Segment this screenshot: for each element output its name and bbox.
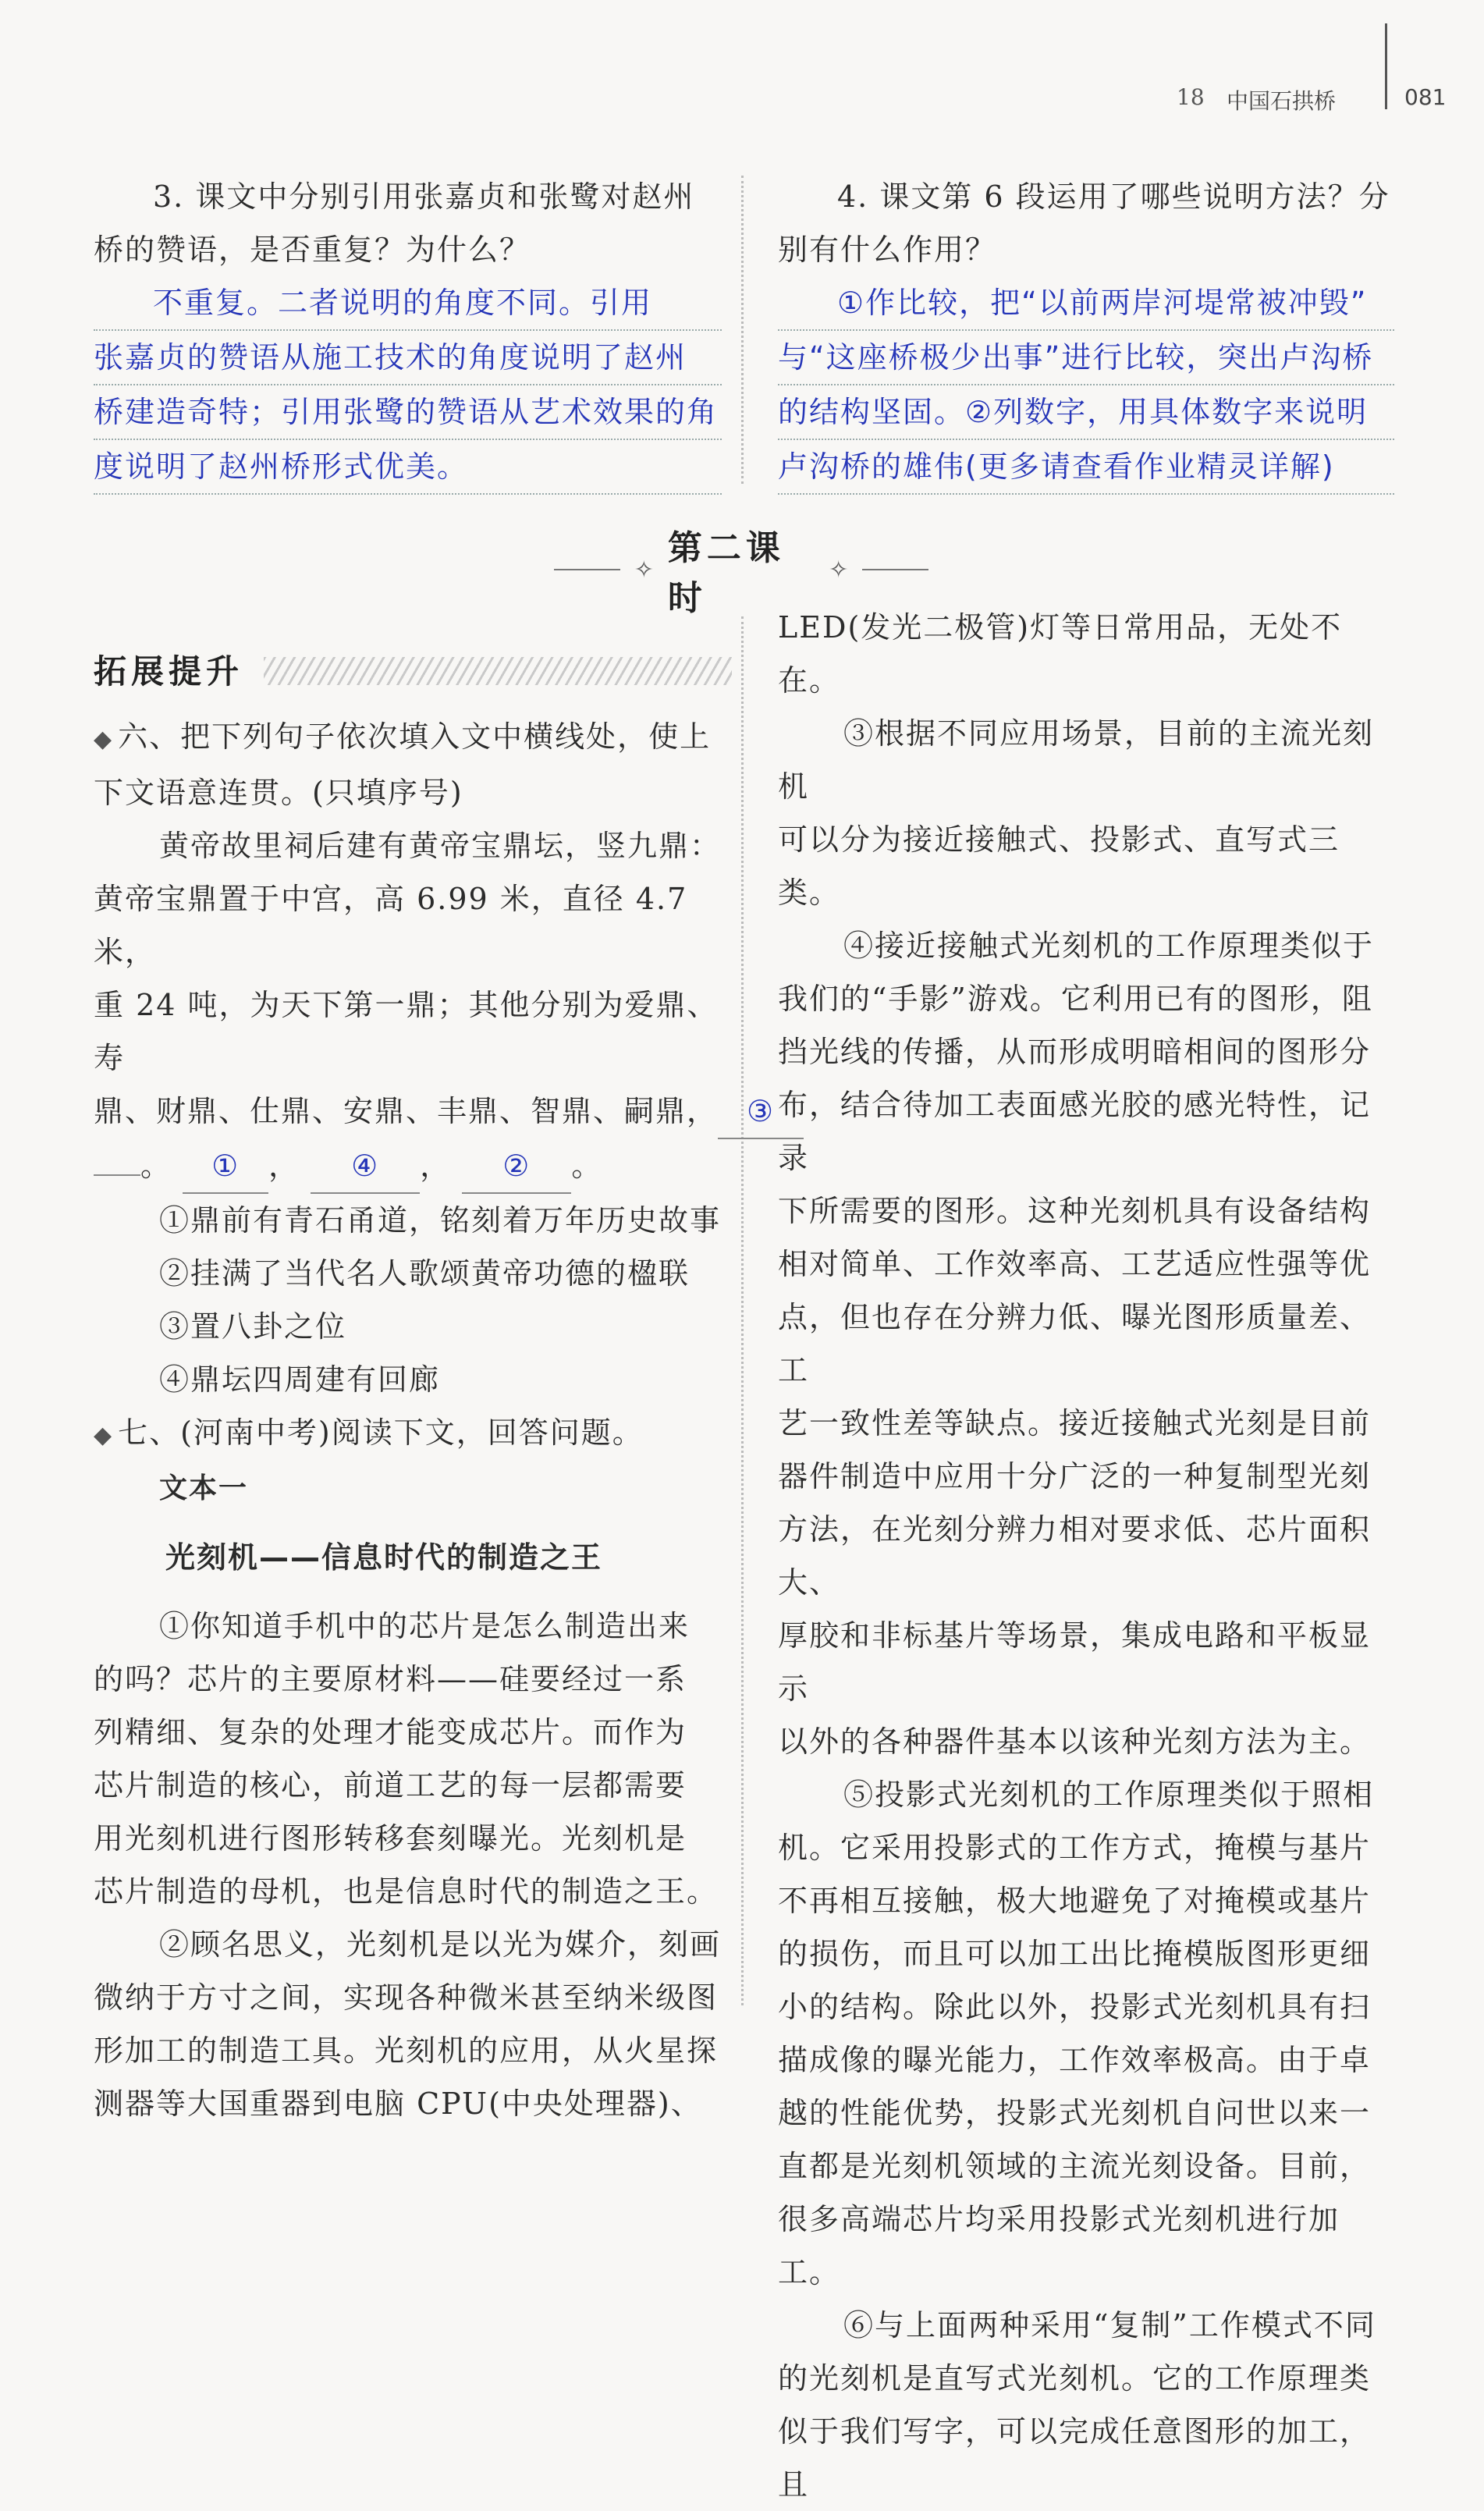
article-line: 很多高端芯片均采用投影式光刻机进行加工。 (778, 2202, 1340, 2289)
lesson-number: 18 (1177, 84, 1205, 110)
blank-2: ① (183, 1139, 268, 1194)
article-line: 我们的“手影”游戏。它利用已有的图形，阻 (778, 982, 1373, 1016)
passage-line: 重 24 吨，为天下第一鼎；其他分别为爱鼎、寿 (94, 988, 719, 1075)
article-line: 的吗？芯片的主要原材料——硅要经过一系 (94, 1662, 687, 1696)
q3-line-1: 3. 课文中分别引用张嘉贞和张鹭对赵州 (153, 179, 695, 214)
article-line: 测器等大国重器到电脑 CPU(中央处理器)、 (94, 2087, 702, 2121)
blank-1-continued (94, 1174, 140, 1176)
blank-3: ④ (311, 1139, 420, 1194)
column-divider-main (741, 616, 744, 2005)
article-line: 厚胶和非标基片等场景，集成电路和平板显示 (778, 1618, 1372, 1706)
article-line: 艺一致性差等缺点。接近接触式光刻是目前 (778, 1406, 1372, 1440)
q3-line-2: 桥的赞语，是否重复？为什么？ (94, 233, 531, 267)
article-line: 芯片制造的核心，前道工艺的每一层都需要 (94, 1768, 687, 1802)
passage-line-with-blank (94, 1085, 776, 1139)
article-line: 布，结合待加工表面感光胶的感光特性，记录 (778, 1088, 1372, 1175)
article-line: 描成像的曝光能力，工作效率极高。由于卓 (778, 2043, 1372, 2077)
q3-answer-line: 张嘉贞的赞语从施工技术的角度说明了赵州 (94, 331, 722, 385)
article-line: 微纳于方寸之间，实现各种微米甚至纳米级图 (94, 1980, 719, 2015)
diamond-bullet-icon: ◆ (94, 1422, 114, 1449)
article-line: ②顾名思义，光刻机是以光为媒介，刻画 (159, 1927, 722, 1962)
article-line: 器件制造中应用十分广泛的一种复制型光刻 (778, 1459, 1372, 1493)
option-3: ③置八卦之位 (159, 1309, 347, 1344)
article-line: 似于我们写字，可以完成任意图形的加工，且 (778, 2414, 1372, 2502)
article-line: 以外的各种器件基本以该种光刻方法为主。 (778, 1724, 1372, 1759)
page-number: 081 (1404, 84, 1447, 110)
section-heading (554, 528, 928, 618)
article-line: 点，但也存在分辨力低、曝光图形质量差、工 (778, 1300, 1372, 1387)
q4-line-1: 4. 课文第 6 段运用了哪些说明方法？分 (837, 179, 1390, 214)
left-column (94, 710, 776, 2130)
blank-1: ③ (718, 1085, 804, 1139)
question-3 (94, 170, 722, 495)
ornament-line-left (554, 569, 620, 570)
article-line: ③根据不同应用场景，目前的主流光刻机 (778, 716, 1375, 804)
article-line: 可以分为接近接触式、投影式、直写式三类。 (778, 822, 1340, 910)
q4-answer (778, 276, 1394, 495)
q7-line: ◆ 七、(河南中考)阅读下文，回答问题。 (94, 1415, 644, 1450)
article-line: 直都是光刻机领域的主流光刻设备。目前， (778, 2149, 1372, 2183)
article-line: ④接近接触式光刻机的工作原理类似于 (843, 929, 1375, 963)
article-line: 的损伤，而且可以加工出比掩模版图形更细 (778, 1937, 1372, 1971)
text-label: 文本一 (159, 1472, 249, 1504)
article-line: 用光刻机进行图形转移套刻曝光。光刻机是 (94, 1821, 687, 1856)
option-1: ①鼎前有青石甬道，铭刻着万年历史故事 (159, 1203, 722, 1238)
option-2: ②挂满了当代名人歌颂黄帝功德的楹联 (159, 1256, 691, 1291)
article-line: 形加工的制造工具。光刻机的应用，从火星探 (94, 2033, 719, 2068)
right-column (778, 601, 1394, 2511)
q6-line-1: ◆ 六、把下列句子依次填入文中横线处，使上 (94, 719, 712, 754)
q3-answer-line: 不重复。二者说明的角度不同。引用 (94, 276, 722, 331)
article-line: 下所需要的图形。这种光刻机具有设备结构 (778, 1194, 1372, 1228)
q3-answer-line: 度说明了赵州桥形式优美。 (94, 440, 722, 495)
ornament-line-right (862, 569, 928, 570)
q6-line-2: 下文语意连贯。(只填序号) (94, 776, 463, 810)
blank-4: ② (462, 1139, 571, 1194)
q4-answer-line: 卢沟桥的雄伟(更多请查看作业精灵详解) (778, 440, 1394, 495)
lesson-title: 中国石拱桥 (1227, 88, 1337, 114)
article-line: ①你知道手机中的芯片是怎么制造出来 (159, 1609, 691, 1643)
article-line: 不再相互接触，极大地避免了对掩模或基片 (778, 1884, 1372, 1918)
option-4: ④鼎坛四周建有回廊 (159, 1362, 441, 1397)
article-line: 挡光线的传播，从而形成明暗相间的图形分 (778, 1035, 1372, 1069)
article-line: 相对简单、工作效率高、工艺适应性强等优 (778, 1247, 1372, 1281)
section-title: 第二课时 (667, 528, 785, 618)
article-line: 芯片制造的母机，也是信息时代的制造之王。 (94, 1874, 719, 1909)
ornament-left-icon: ✧ (634, 556, 654, 584)
question-4 (778, 170, 1394, 495)
passage-line: 黄帝宝鼎置于中宫，高 6.99 米，直径 4.7 米， (94, 882, 688, 969)
diamond-bullet-icon: ◆ (94, 726, 114, 753)
column-divider-top (741, 176, 744, 484)
article-line: 小的结构。除此以外，投影式光刻机具有扫 (778, 1990, 1372, 2024)
passage-text: 鼎、财鼎、仕鼎、安鼎、丰鼎、智鼎、嗣鼎， (94, 1094, 719, 1128)
q4-answer-line: ①作比较，把“以前两岸河堤常被冲毁” (778, 276, 1394, 331)
ornament-right-icon: ✧ (829, 556, 849, 584)
q4-line-2: 别有什么作用？ (778, 233, 997, 267)
q3-answer-line: 桥建造奇特；引用张鹭的赞语从艺术效果的角 (94, 385, 722, 440)
q4-answer-line: 与“这座桥极少出事”进行比较，突出卢沟桥 (778, 331, 1394, 385)
q4-answer-line: 的结构坚固。②列数字，用具体数字来说明 (778, 385, 1394, 440)
passage-line: 黄帝故里祠后建有黄帝宝鼎坛，竖九鼎： (159, 829, 722, 863)
article-line: ⑤投影式光刻机的工作原理类似于照相 (843, 1778, 1375, 1812)
article-line: 方法，在光刻分辨力相对要求低、芯片面积大、 (778, 1512, 1372, 1600)
article-title: 光刻机——信息时代的制造之王 (165, 1540, 603, 1575)
extension-heading: 拓展提升 (94, 652, 244, 691)
article-line: 机。它采用投影式的工作方式，掩模与基片 (778, 1831, 1372, 1865)
heading-hatch-decoration (264, 657, 732, 685)
header-divider (1385, 23, 1387, 109)
q3-answer (94, 276, 722, 495)
article-line: LED(发光二极管)灯等日常用品，无处不在。 (778, 610, 1343, 698)
article-line: ⑥与上面两种采用“复制”工作模式不同 (843, 2308, 1376, 2342)
article-line: 越的性能优势，投影式光刻机自问世以来一 (778, 2096, 1372, 2130)
article-line: 的光刻机是直写式光刻机。它的工作原理类 (778, 2361, 1372, 2396)
article-line: 列精细、复杂的处理才能变成芯片。而作为 (94, 1715, 687, 1749)
blanks-line: 。 ① ， ④ ， ② 。 (94, 1139, 722, 1194)
